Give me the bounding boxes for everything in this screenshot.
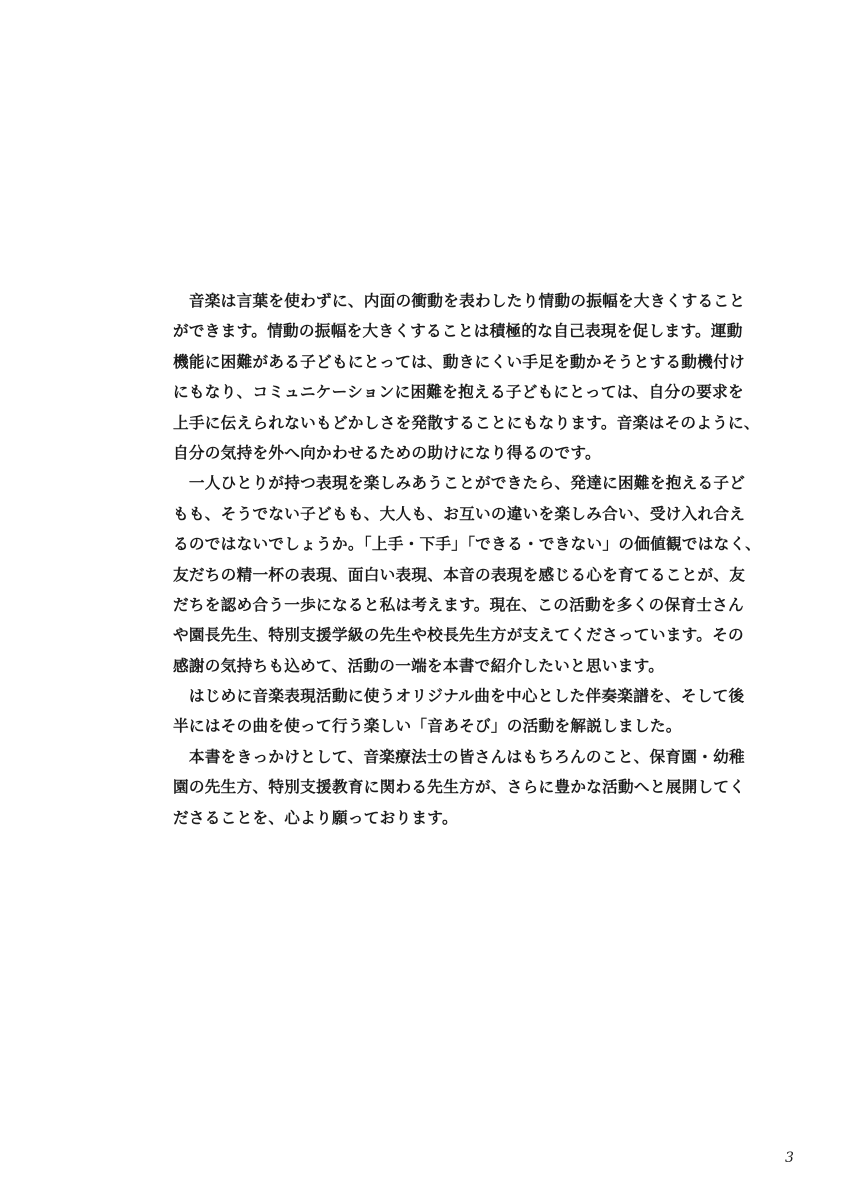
text-line: 感謝の気持ちも込めて、活動の一端を本書で紹介したいと思います。	[173, 655, 665, 675]
text-line: 本書をきっかけとして、音楽療法士の皆さんはもちろんのこと、保育園・幼稚	[173, 746, 745, 766]
text-line: 音楽は言葉を使わずに、内面の衝動を表わしたり情動の振幅を大きくすること	[173, 291, 746, 310]
text-line: 半にはその曲を使って行う楽しい「音あそび」の活動を解説しました。	[173, 716, 682, 736]
body-text	[173, 286, 762, 833]
text-line: や園長先生、特別支援学級の先生や校長先生方が支えてくださっています。その	[173, 625, 744, 645]
text-line: 自分の気持を外へ向かわせるための助けになり得るのです。	[173, 442, 601, 462]
text-line: 上手に伝えられないもどかしさを発散することにもなります。音楽はそのように、	[173, 412, 760, 432]
text-line: 機能に困難がある子どもにとっては、動きにくい手足を動かそうとする動機付け	[173, 351, 745, 371]
page-number: 3	[785, 1150, 794, 1166]
text-line: もも、そうでない子どもも、大人も、お互いの違いを楽しみ合い、受け入れ合え	[173, 503, 746, 523]
text-line: るのではないでしょうか。「上手・下手」「できる・できない」の価値観ではなく、	[173, 534, 762, 554]
text-line: 一人ひとりが持つ表現を楽しみあうことができたら、発達に困難を抱える子ど	[173, 473, 746, 493]
text-line: ださることを、心より願っております。	[173, 807, 458, 827]
text-line: 園の先生方、特別支援教育に関わる先生方が、さらに豊かな活動へと展開してく	[173, 777, 746, 797]
text-line: はじめに音楽表現活動に使うオリジナル曲を中心とした伴奏楽譜を、そして後	[173, 686, 745, 706]
text-line: 友だちの精一杯の表現、面白い表現、本音の表現を感じる心を育てることが、友	[173, 564, 746, 584]
text-line: にもなり、コミュニケーションに困難を抱える子どもにとっては、自分の要求を	[173, 382, 744, 402]
text-line: だちを認め合う一歩になると私は考えます。現在、この活動を多くの保育士さん	[173, 594, 744, 614]
text-line: ができます。情動の振幅を大きくすることは積極的な自己表現を促します。運動	[173, 321, 743, 341]
